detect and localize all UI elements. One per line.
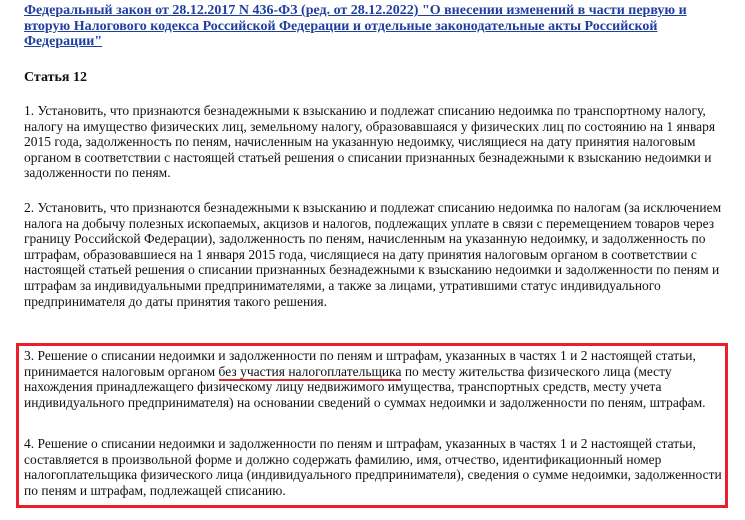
law-title-link[interactable]: Федеральный закон от 28.12.2017 N 436-ФЗ (ред. от 28.12.2022) "О внесении изменений в части первую и вторую Налогового кодекса Российской Федерации и отдельные законодательные акты Российской Федерации" [24,3,687,49]
paragraph-3-end: по месту жительства физического лица (месту нахождения принадлежащего физическому лицу недвижимого имущества, транспортных средств, месту учета индивидуального предпринимателя) на основании сведений о суммах недоимки и задолженности по пеням, штрафам. [24,363,706,410]
paragraph-2: 2. Установить, что признаются безнадежными к взысканию и подлежат списанию недоимка по налогам (за исключением налога на добычу полезных ископаемых, акцизов и налогов, подлежащих уплате в связи с перемещением товаров через границу Российской Федерации), задолженность по пеням, начисленным на указанную недоимку, и задолженность по штрафам, образовавшиеся на 1 января 2015 года, числящиеся на дату принятия налоговым органом в соответствии с настоящей статьей решения о списании признанных безнадежными к взысканию недоимки и задолженности по пеням и штрафам за индивидуальными предпринимателями, а также за лицами, утратившими статус индивидуального предпринимателя до даты принятия такого решения. [24,200,722,309]
paragraph-3 [24,348,724,410]
paragraph-3-start: 3. Решение о списании недоимки и задолженности по пеням и штрафам, указанных в частях 1 и 2 настоящей статьи, принимается налоговым органом [24,348,696,379]
paragraph-4: 4. Решение о списании недоимки и задолженности по пеням и штрафам, указанных в частях 1 и 2 настоящей статьи, составляется в произвольной форме и должно содержать фамилию, имя, отчество, идентификационный номер налогоплательщика физического лица (индивидуального предпринимателя), сведения о сумме недоимки, задолженности по пеням и штрафам, подлежащей списанию. [24,436,722,498]
article-title: Статья 12 [24,70,87,85]
underlined-phrase: без участия налогоплательщика [218,363,402,379]
paragraph-1: 1. Установить, что признаются безнадежными к взысканию и подлежат списанию недоимка по транспортному налогу, налогу на имущество физических лиц, земельному налогу, образовавшаяся у физических лиц по состоянию на 1 января 2015 года, задолженность по пеням, начисленным на указанную недоимку, числящиеся на дату принятия налоговым органом в соответствии с настоящей статьей решения о списании признанных безнадежными к взысканию недоимки и задолженности по пеням. [24,103,716,181]
